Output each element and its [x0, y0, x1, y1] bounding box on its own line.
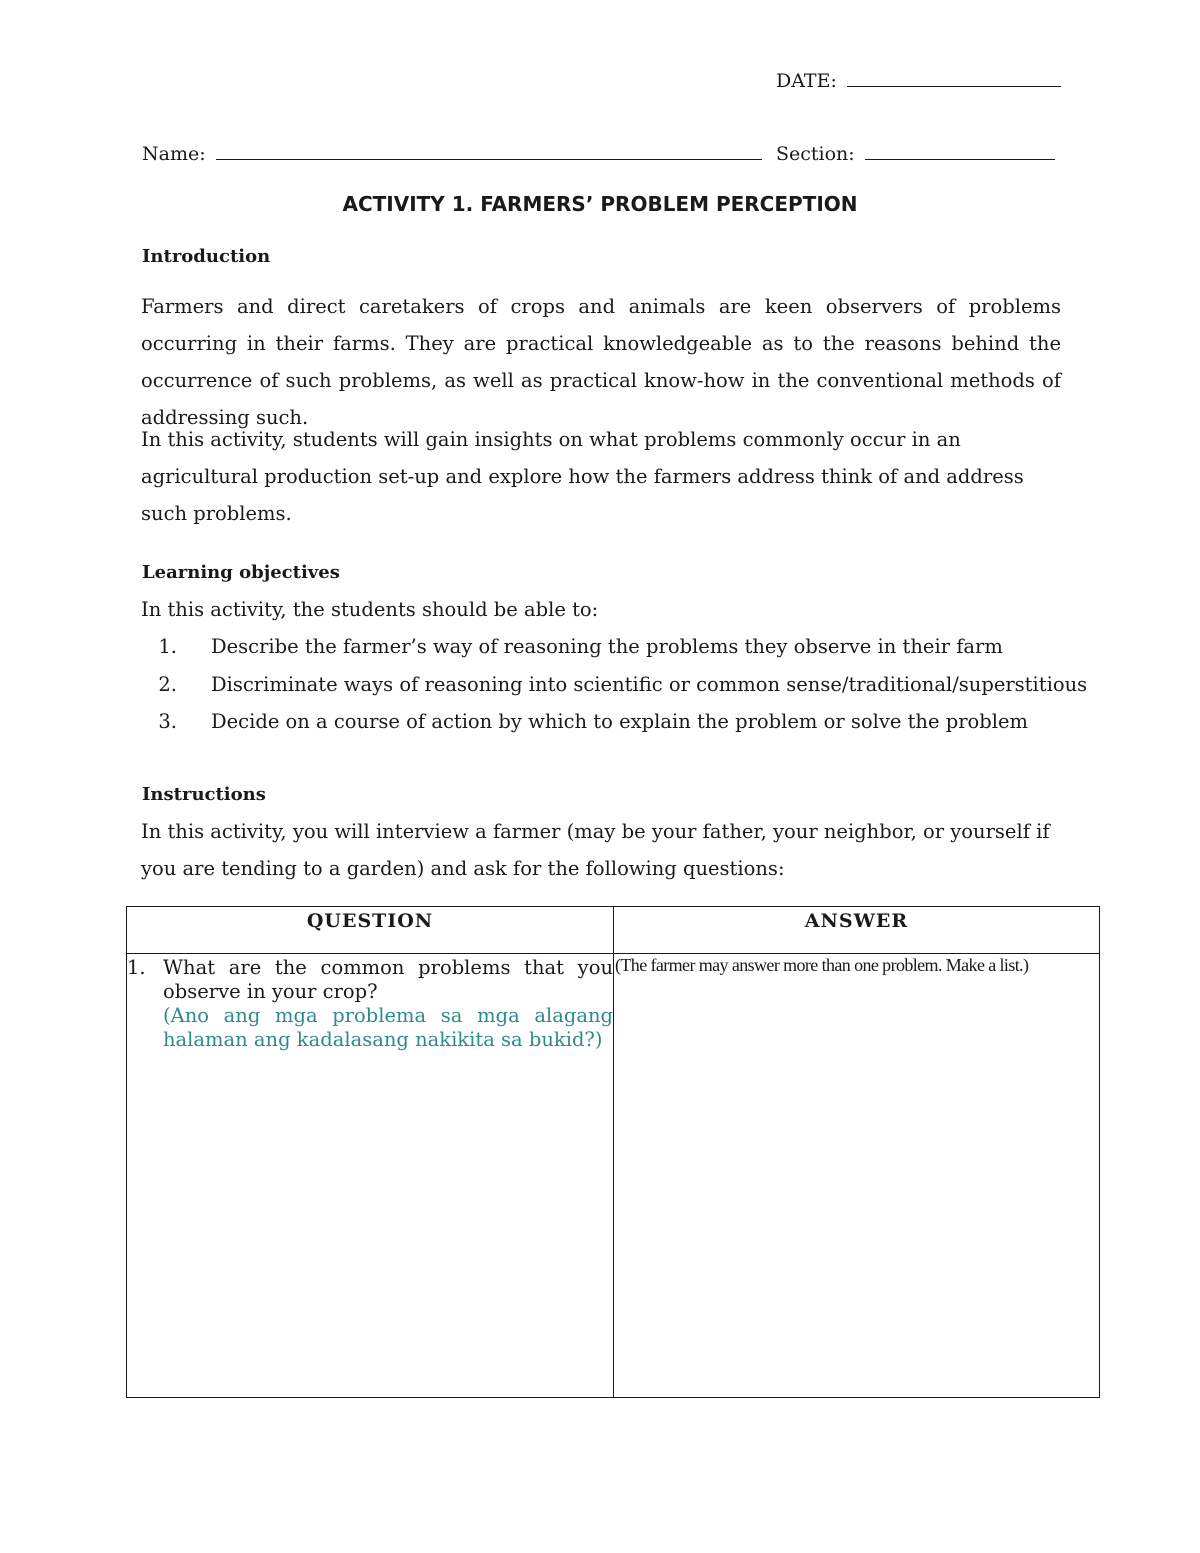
objectives-list: [141, 628, 1087, 741]
list-item: [141, 666, 1087, 704]
section-blank-line[interactable]: [865, 158, 1055, 160]
table-row: [127, 954, 1100, 1398]
question-translation: (Ano ang mga problema sa mga alagang halaman ang kadalasang nakikita sa bukid?): [163, 1004, 613, 1051]
name-field[interactable]: [142, 143, 762, 165]
list-item: [141, 703, 1087, 741]
date-label: DATE:: [776, 70, 837, 92]
answer-cell[interactable]: [614, 954, 1100, 1398]
date-field[interactable]: [776, 70, 1061, 92]
objective-text: Decide on a course of action by which to explain the problem or solve the problem: [211, 710, 1029, 733]
objective-number: 1.: [158, 635, 177, 658]
introduction-heading: Introduction: [142, 246, 271, 267]
objective-text: Describe the farmer’s way of reasoning the problems they observe in their farm: [211, 635, 1003, 658]
objectives-lead: In this activity, the students should be able to:: [141, 598, 599, 621]
instructions-text: In this activity, you will interview a farmer (may be your father, your neighbor, or yourself if you are tending to a garden) and ask for the following questions:: [141, 820, 1050, 880]
activity-title: ACTIVITY 1. FARMERS’ PROBLEM PERCEPTION: [342, 192, 858, 216]
section-label: Section:: [776, 143, 855, 165]
date-blank-line[interactable]: [847, 85, 1061, 87]
name-label: Name:: [142, 143, 206, 165]
question-cell: [127, 954, 614, 1398]
table-header-row: [127, 907, 1100, 954]
question-answer-table: [126, 906, 1100, 1398]
instructions-heading: Instructions: [142, 784, 266, 805]
answer-note: (The farmer may answer more than one problem. Make a list.): [615, 955, 1029, 975]
answer-column-header: ANSWER: [614, 907, 1100, 954]
question-column-header: QUESTION: [127, 907, 614, 954]
objective-text: Discriminate ways of reasoning into scientific or common sense/traditional/superstitious: [211, 672, 1088, 696]
introduction-paragraph-2: In this activity, students will gain insights on what problems commonly occur in an agricultural production set-up and explore how the farmers address think of and address such problems.: [141, 428, 1024, 525]
question-text: What are the common problems that you observe in your crop?: [163, 956, 613, 1003]
objectives-heading: Learning objectives: [142, 562, 340, 583]
list-item: [141, 628, 1087, 666]
objective-number: 3.: [158, 710, 177, 733]
name-blank-line[interactable]: [216, 158, 762, 160]
introduction-paragraph-1: Farmers and direct caretakers of crops and animals are keen observers of problems occurring in their farms. They are practical knowledgeable as to the reasons behind the occurrence of such problems, as well as practical know-how in the conventional methods of addressing such.: [141, 295, 1061, 429]
objective-number: 2.: [158, 672, 177, 696]
section-field[interactable]: [776, 143, 1055, 165]
question-number: 1.: [127, 956, 146, 979]
